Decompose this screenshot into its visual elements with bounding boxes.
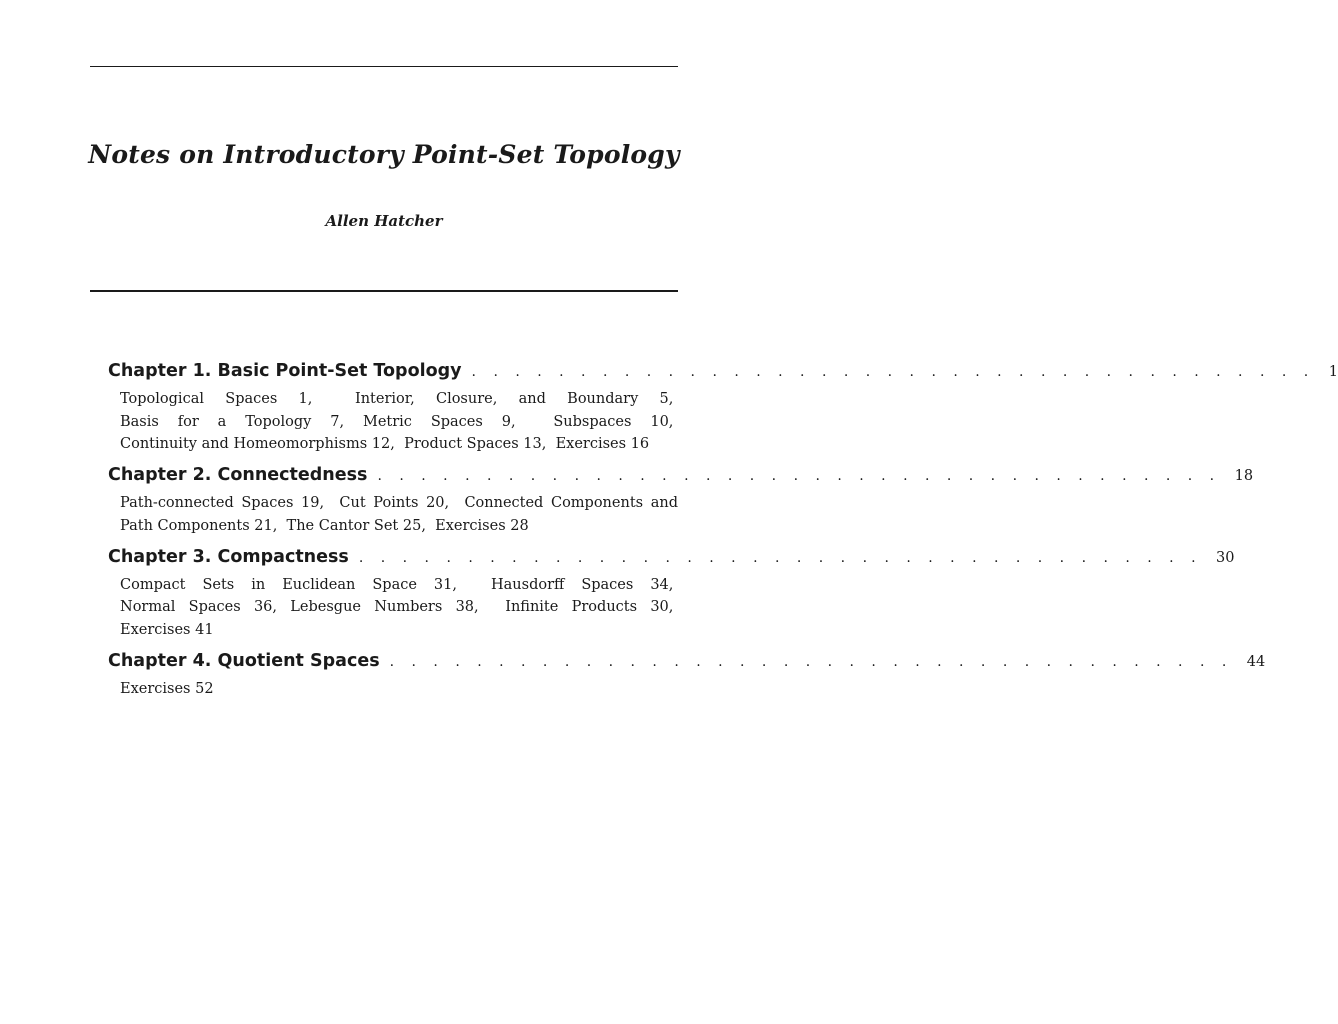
toc-section[interactable]: Metric Spaces 9 (362, 413, 511, 430)
dot-leader: . . . . . . . . . . . . . . . . . . . . . . . . . . . . . . . . . . . . . . . (358, 549, 1203, 566)
chapter-1-sections: Topological Spaces 1, Interior, Closure, and Boundary 5, Basis for a Topology 7, Metric Spaces 9, Subspaces 10, Continuity and Homeomorphisms 12, Product Spaces 13, Exercises 16 (120, 391, 679, 453)
toc-section[interactable]: Topological Spaces 1 (120, 391, 308, 407)
toc-section[interactable]: Exercises 41 (120, 621, 214, 638)
toc-section[interactable]: Path-connected Spaces 19 (120, 495, 320, 512)
toc-section[interactable]: Compact Sets in Euclidean Space 31 (120, 576, 453, 593)
toc-section[interactable]: The Cantor Set 25 (286, 517, 422, 534)
dot-leader: . . . . . . . . . . . . . . . . . . . . . . . . . . . . . . . . . . . . . . . (377, 468, 1221, 485)
dot-leader: . . . . . . . . . . . . . . . . . . . . . . . . . . . . . . . . . . . . . . . (471, 364, 1315, 380)
table-of-contents (108, 358, 1338, 700)
dot-leader: . . . . . . . . . . . . . . . . . . . . . . . . . . . . . . . . . . . . . . . (389, 653, 1233, 670)
document-title: Notes on Introductory Point-Set Topology (88, 140, 680, 169)
toc-section[interactable]: Hausdorff Spaces 34 (491, 576, 669, 593)
toc-section[interactable]: Lebesgue Numbers 38 (290, 599, 475, 616)
toc-chapter-4[interactable] (108, 648, 1266, 675)
document-author: Allen Hatcher (325, 212, 443, 230)
toc-section[interactable]: Basis for a Topology 7 (120, 413, 340, 430)
toc-chapter-3[interactable] (108, 544, 1235, 571)
chapter-page-number: 44 (1246, 653, 1266, 670)
top-rule (90, 66, 678, 67)
chapter-title: Chapter 1. Basic Point-Set Topology (108, 361, 462, 381)
chapter-page-number: 30 (1216, 549, 1235, 566)
toc-section[interactable]: Normal Spaces 36 (120, 599, 273, 616)
toc-section[interactable]: Cut Points 20 (339, 495, 445, 512)
toc-section[interactable]: Interior, Closure, and Boundary 5 (354, 391, 669, 407)
chapter-page-number: 1 (1328, 364, 1338, 380)
toc-section[interactable]: Exercises 52 (120, 680, 214, 697)
toc-chapter-1[interactable] (108, 358, 1338, 385)
toc-chapter-2[interactable] (108, 462, 1254, 489)
toc-section[interactable]: Exercises 16 (555, 436, 650, 453)
toc-section[interactable]: Infinite Products 30 (505, 599, 669, 616)
chapter-page-number: 18 (1234, 468, 1254, 485)
toc-section[interactable]: Subspaces 10 (553, 413, 669, 430)
chapter-3-sections: Compact Sets in Euclidean Space 31, Hausdorff Spaces 34, Normal Spaces 36, Lebesgue Numbers 38, Infinite Products 30, Exercises 41 (120, 576, 678, 638)
chapter-title: Chapter 3. Compactness (108, 546, 349, 567)
bottom-rule (90, 290, 678, 292)
toc-section[interactable]: Connected Components and Path Components 21 (120, 495, 678, 534)
chapter-title: Chapter 4. Quotient Spaces (108, 650, 380, 671)
chapter-4-sections (120, 678, 678, 701)
toc-section[interactable]: Exercises 28 (435, 517, 529, 534)
toc-section[interactable]: Product Spaces 13 (404, 436, 542, 453)
chapter-title: Chapter 2. Connectedness (108, 465, 368, 486)
chapter-2-sections: Path-connected Spaces 19, Cut Points 20, Connected Components and Path Components 21, The Cantor Set 25, Exercises 28 (120, 495, 678, 534)
toc-section[interactable]: Continuity and Homeomorphisms 12 (120, 436, 391, 453)
